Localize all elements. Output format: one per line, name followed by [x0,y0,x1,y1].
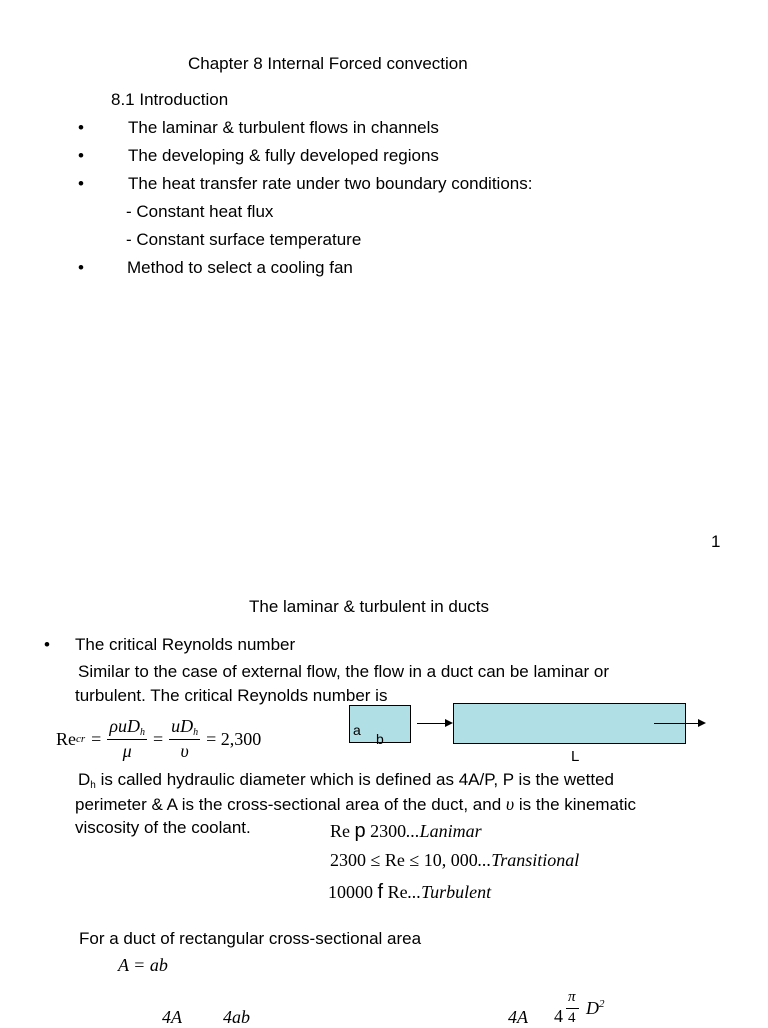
fraction [169,716,200,762]
fraction-numerator: ρuD [109,716,140,736]
regime-turbulent [328,881,491,904]
bullet-symbol: • [78,146,84,165]
outlet-arrow-head [698,719,706,727]
sub-item: - Constant heat flux [126,202,274,221]
regime-transitional [330,850,579,871]
dh-subscript: h [193,727,199,738]
label-b: b [376,731,384,747]
paragraph-line: turbulent. The critical Reynolds number is [75,686,388,705]
less-than-symbol: p [354,820,366,842]
bullet-item: Method to select a cooling fan [127,258,353,277]
paragraph-text: is the kinematic [514,795,637,814]
dh-subscript: h [90,780,96,791]
fraction-denominator: μ [122,741,132,761]
fraction-numerator: 4A [162,1007,182,1027]
paragraph-line: Similar to the case of external flow, the flow in a duct can be laminar or [78,662,610,681]
bullet-item: The critical Reynolds number [75,635,296,654]
duct-side-view [453,703,686,744]
paragraph-line [75,794,636,815]
bullet-item: The developing & fully developed regions [128,146,439,165]
pi-denominator: 4 [568,1010,576,1026]
dh-symbol: D [78,770,91,789]
equals-sign: = [91,728,102,749]
diameter-letter: D [586,998,599,1018]
dh-subscript: h [139,727,145,738]
formula-result: = 2,300 [206,728,262,749]
diameter-symbol [586,998,605,1019]
fraction-numerator: 4A [508,1007,528,1027]
bullet-item: The heat transfer rate under two boundary conditions: [128,174,533,193]
outlet-arrow-shaft [654,723,699,724]
reynolds-formula [56,709,261,769]
re-subscript: cr [76,733,86,745]
bullet-symbol: • [78,174,84,193]
regime-laminar [330,820,482,843]
page-number: 1 [711,532,721,551]
paragraph-text: perimeter & A is the cross-sectional area of the duct, and [75,795,506,814]
equals-sign: = [152,728,164,749]
area-equation: A = ab [118,955,168,975]
bullet-item: The laminar & turbulent flows in channels [128,118,439,137]
inlet-arrow-shaft [417,723,445,724]
slide1-title: Chapter 8 Internal Forced convection [188,54,468,73]
fraction-denominator: υ [180,741,189,761]
inlet-arrow-head [445,719,453,727]
slide2-title: The laminar & turbulent in ducts [249,597,490,616]
fraction-numerator: 4ab [223,1007,250,1027]
squared-exponent: 2 [599,998,605,1010]
re-symbol: Re [56,728,76,749]
fraction [107,716,147,762]
hydraulic-diameter-line [78,770,614,791]
upsilon-symbol: υ [505,794,515,814]
sub-item: - Constant surface temperature [126,230,362,249]
regime-rhs: 2300 [370,821,407,841]
intro-heading: 8.1 Introduction [111,90,229,109]
label-a: a [353,722,361,738]
coefficient-four: 4 [554,1006,563,1026]
regime-lhs: 2300 ≤ Re ≤ 10, 000 [330,850,478,870]
regime-label: ...Turbulent [407,882,492,902]
regime-lhs: 10000 [328,882,373,902]
pi-symbol: π [568,989,576,1005]
bullet-symbol: • [78,258,84,277]
regime-label: ...Transitional [477,850,580,870]
fraction-numerator: uD [171,716,194,736]
regime-label: ...Lanimar [406,821,482,841]
bullet-symbol: • [44,635,50,654]
paragraph-line: viscosity of the coolant. [75,818,251,837]
rectangular-duct-text: For a duct of rectangular cross-sectional area [79,929,422,948]
greater-than-symbol: f [377,881,384,903]
pi-fraction-bar [566,1008,579,1009]
regime-rhs: Re [387,882,408,902]
label-length: L [571,748,580,765]
paragraph-text: is called hydraulic diameter which is defined as 4A/P, P is the wetted [95,770,614,789]
bullet-symbol: • [78,118,84,137]
regime-lhs: Re [330,821,350,841]
